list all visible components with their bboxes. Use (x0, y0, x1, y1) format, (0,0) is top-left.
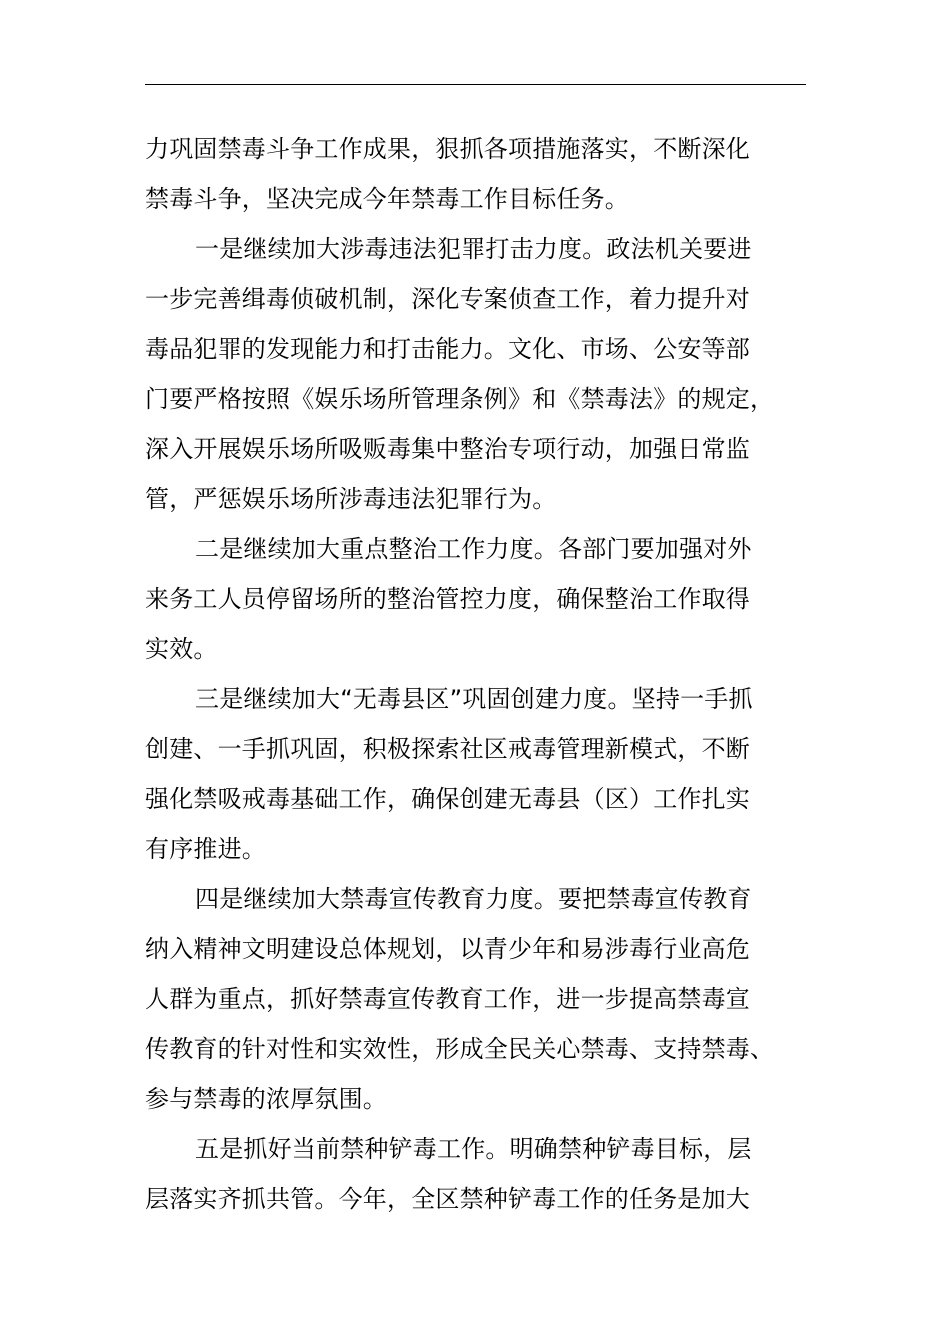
text-line: 三是继续加大“无毒县区”巩固创建力度。坚持一手抓 (195, 685, 753, 713)
text-line: 参与禁毒的浓厚氛围。 (145, 1085, 387, 1113)
text-line: 传教育的针对性和实效性，形成全民关心禁毒、支持禁毒、 (145, 1035, 775, 1063)
text-line: 一步完善缉毒侦破机制，深化专案侦查工作，着力提升对 (145, 285, 750, 313)
header-rule (145, 84, 806, 85)
text-line: 有序推进。 (145, 835, 266, 863)
text-line: 二是继续加大重点整治工作力度。各部门要加强对外 (195, 535, 752, 563)
text-line: 门要严格按照《娱乐场所管理条例》和《禁毒法》的规定， (145, 385, 775, 413)
text-line: 来务工人员停留场所的整治管控力度，确保整治工作取得 (145, 585, 750, 613)
text-line: 强化禁吸戒毒基础工作，确保创建无毒县（区）工作扎实 (145, 785, 750, 813)
text-line: 禁毒斗争，坚决完成今年禁毒工作目标任务。 (145, 185, 629, 213)
text-line: 人群为重点，抓好禁毒宣传教育工作，进一步提高禁毒宣 (145, 985, 750, 1013)
text-line: 管，严惩娱乐场所涉毒违法犯罪行为。 (145, 485, 557, 513)
text-line: 毒品犯罪的发现能力和打击能力。文化、市场、公安等部 (145, 335, 750, 363)
text-line: 五是抓好当前禁种铲毒工作。明确禁种铲毒目标，层 (195, 1135, 752, 1163)
text-line: 纳入精神文明建设总体规划，以青少年和易涉毒行业高危 (145, 935, 750, 963)
body-text (145, 124, 806, 1224)
text-line: 创建、一手抓巩固，积极探索社区戒毒管理新模式，不断 (145, 735, 750, 763)
text-line: 一是继续加大涉毒违法犯罪打击力度。政法机关要进 (195, 235, 752, 263)
text-line: 深入开展娱乐场所吸贩毒集中整治专项行动，加强日常监 (145, 435, 750, 463)
text-line: 实效。 (145, 635, 218, 663)
text-line: 力巩固禁毒斗争工作成果，狠抓各项措施落实，不断深化 (145, 135, 750, 163)
text-line: 层落实齐抓共管。今年，全区禁种铲毒工作的任务是加大 (145, 1185, 750, 1213)
text-line: 四是继续加大禁毒宣传教育力度。要把禁毒宣传教育 (195, 885, 752, 913)
